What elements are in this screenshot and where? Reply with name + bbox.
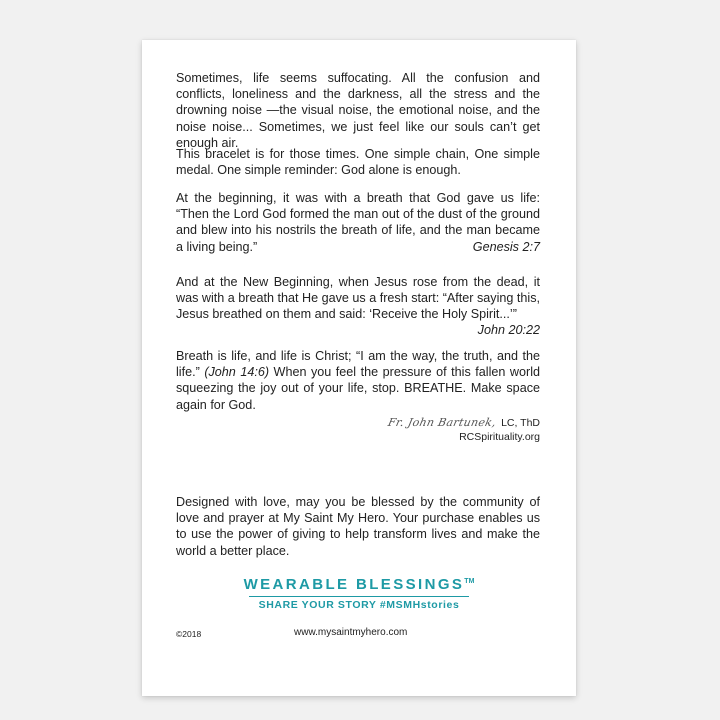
author-website: RCSpirituality.org xyxy=(459,431,540,443)
paragraph-bracelet: This bracelet is for those times. One simple chain, One simple medal. One simple reminder: God alone is enough. xyxy=(176,147,540,178)
paragraph-breath xyxy=(176,348,540,413)
breath-text-2: When you feel the pressure of this fallen world squeezing the joy out of your life, stop. BREATHE. Make space again for God. xyxy=(176,365,540,412)
author-credentials: LC, ThD xyxy=(501,417,540,429)
reference-john: John 20:22 xyxy=(477,323,540,337)
handwritten-signature: Fr. John Bartunek, xyxy=(386,416,498,429)
copyright-text: ©2018 xyxy=(176,629,202,639)
breath-text-1: Breath is life, and life is Christ; “I am the way, the truth, and the life.” xyxy=(176,349,540,380)
paragraph-beginning: At the beginning, it was with a breath that God gave us life: “Then the Lord God formed the man out of the dust of the ground and blew into his nostrils the breath of life, and the man became a living being.” xyxy=(176,191,540,254)
breath-reference: (John 14:6) xyxy=(204,365,270,380)
brand-block xyxy=(142,576,576,611)
reference-genesis: Genesis 2:7 xyxy=(472,240,540,254)
brand-tagline: SHARE YOUR STORY #MSMHstories xyxy=(258,599,460,611)
trademark-mark: TM xyxy=(464,578,475,585)
brand-title: WEARABLE BLESSINGS™ xyxy=(243,576,475,593)
brand-divider xyxy=(249,596,469,597)
website-url: www.mysaintmyhero.com xyxy=(294,627,408,638)
author-signature xyxy=(388,416,540,444)
paragraph-suffocating: Sometimes, life seems suffocating. All the confusion and conflicts, loneliness and the darkness, all the stress and the drowning noise —the visual noise, the emotional noise, and the noise noise... Sometimes, we just feel like our souls can’t get enough air. xyxy=(176,71,540,150)
printed-card xyxy=(142,40,576,696)
paragraph-new-beginning: And at the New Beginning, when Jesus rose from the dead, it was with a breath that He gave us a fresh start: “After saying this, Jesus breathed on them and said: ‘Receive the Holy Spirit...’” xyxy=(176,275,540,322)
paragraph-blessing: Designed with love, may you be blessed by the community of love and prayer at My Saint My Hero. Your purchase enables us to use the power of giving to help transform lives and make the world a better place. xyxy=(176,495,540,558)
